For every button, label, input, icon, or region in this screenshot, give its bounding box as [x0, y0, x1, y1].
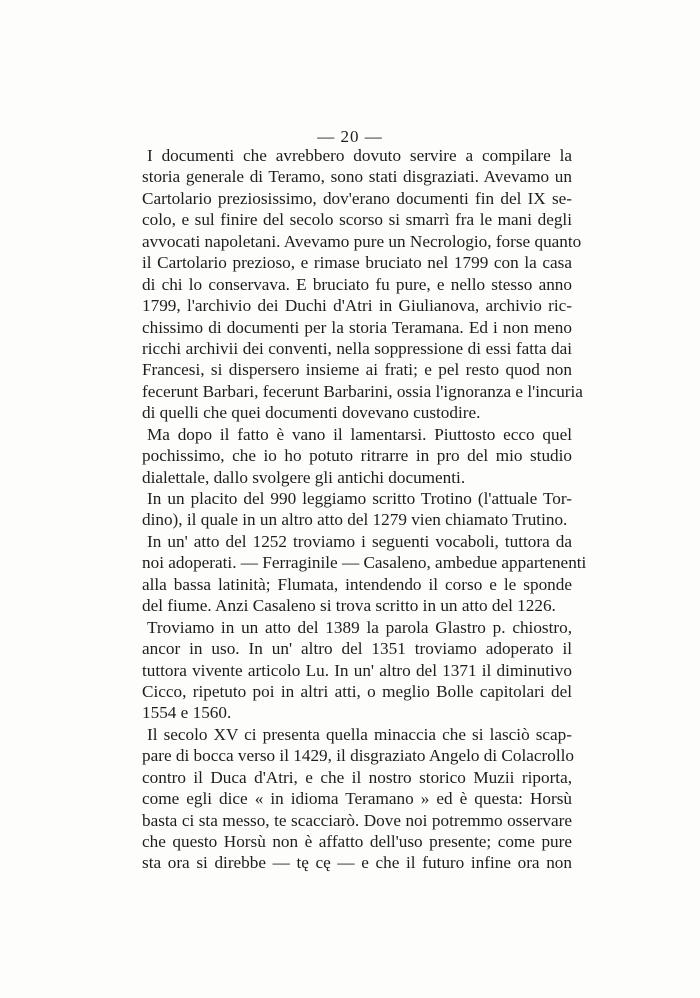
text-line: come egli dice « in idioma Teramano » ed è questa: Horsù	[142, 789, 572, 809]
text-line: pare di bocca verso il 1429, il disgraziato Angelo di Colacrollo	[142, 746, 574, 766]
text-line: ricchi archivii dei conventi, nella soppressione di essi fatta dai	[142, 338, 572, 358]
text-line: 1554 e 1560.	[142, 703, 232, 723]
text-line: Ma dopo il fatto è vano il lamentarsi. Piuttosto ecco quel	[147, 424, 572, 444]
text-line: del fiume. Anzi Casaleno si trova scritto in un atto del 1226.	[142, 596, 556, 616]
page-number: — 20 —	[317, 127, 383, 146]
body-text	[142, 145, 587, 874]
text-line: I documenti che avrebbero dovuto servire a compilare la	[147, 146, 572, 165]
text-line: storia generale di Teramo, sono stati disgraziati. Avevamo un	[142, 167, 572, 187]
text-line: In un' atto del 1252 troviamo i seguenti vocaboli, tuttora da	[147, 531, 572, 551]
text-line: Il secolo XV ci presenta quella minaccia che si lasciò scap-	[147, 724, 572, 744]
text-line: Troviamo in un atto del 1389 la parola Glastro p. chiostro,	[147, 617, 572, 637]
text-line: di quelli che quei documenti dovevano custodire.	[142, 403, 481, 423]
text-line: fecerunt Barbari, fecerunt Barbarini, ossia l'ignoranza e l'incuria	[142, 381, 583, 401]
text-line: avvocati napoletani. Avevamo pure un Necrologio, forse quanto	[142, 231, 582, 251]
text-line: Francesi, si dispersero insieme ai frati; e pel resto quod non	[142, 360, 572, 380]
text-line: noi adoperati. — Ferraginile — Casaleno, ambedue appartenenti	[142, 553, 587, 573]
text-line: sta ora si direbbe — tę cę — e che il futuro infine ora non	[142, 853, 572, 873]
text-line: basta ci sta messo, te scacciarò. Dove noi potremmo osservare	[142, 810, 572, 830]
text-line: 1799, l'archivio dei Duchi d'Atri in Giulianova, archivio ric-	[142, 296, 572, 316]
text-line: contro il Duca d'Atri, e che il nostro storico Muzii riporta,	[142, 767, 572, 787]
text-line: che questo Horsù non è affatto dell'uso presente; come pure	[142, 832, 572, 851]
text-line: colo, e sul finire del secolo scorso si smarrì fra le mani degli	[142, 210, 572, 230]
text-line: Cicco, ripetuto poi in altri atti, o meglio Bolle capitolari del	[142, 681, 572, 701]
text-line: pochissimo, che io ho potuto ritrarre in pro del mio studio	[142, 446, 572, 466]
text-line: di chi lo conservava. E bruciato fu pure, e nello stesso anno	[142, 274, 572, 294]
text-line: il Cartolario prezioso, e rimase bruciato nel 1799 con la casa	[142, 253, 572, 273]
text-line: tuttora vivente articolo Lu. In un' altro del 1371 il diminutivo	[142, 660, 572, 680]
text-line: In un placito del 990 leggiamo scritto Trotino (l'attuale Tor-	[147, 489, 572, 508]
text-line: dino), il quale in un altro atto del 1279 vien chiamato Trutino.	[142, 510, 568, 530]
text-line: ancor in uso. In un' altro del 1351 troviamo adoperato il	[142, 639, 572, 659]
text-line: chissimo di documenti per la storia Teramana. Ed i non meno	[142, 317, 572, 337]
text-line: alla bassa latinità; Flumata, intendendo il corso e le sponde	[142, 574, 572, 594]
text-line: Cartolario preziosissimo, dov'erano documenti fin del IX se-	[142, 188, 572, 208]
text-line: dialettale, dallo svolgere gli antichi documenti.	[142, 467, 466, 487]
